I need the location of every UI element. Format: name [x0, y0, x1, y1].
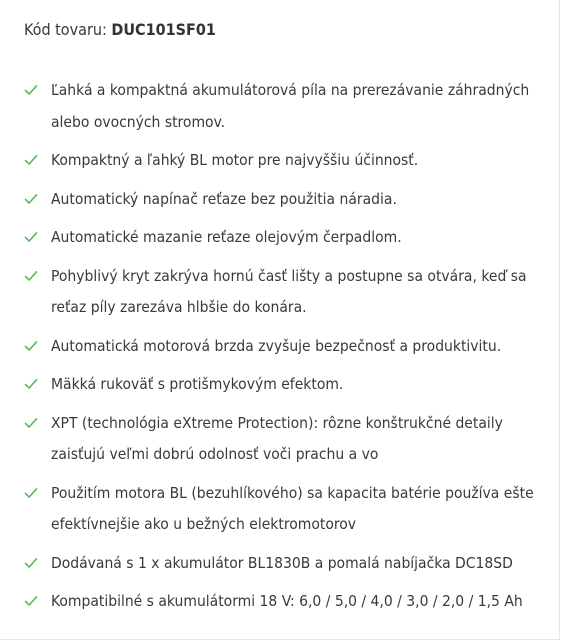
feature-text: Použitím motora BL (bezuhlíkového) sa kapacita batérie používa ešte efektívnejšie ako u bežných elektromotorov — [51, 483, 534, 533]
feature-item — [24, 145, 544, 177]
feature-text: Kompatibilné s akumulátormi 18 V: 6,0 / 5,0 / 4,0 / 3,0 / 2,0 / 1,5 Ah — [51, 592, 523, 610]
check-icon — [24, 230, 38, 244]
feature-text: Dodávaná s 1 x akumulátor BL1830B a pomalá nabíjačka DC18SD — [51, 553, 513, 572]
check-icon — [24, 486, 38, 500]
check-icon — [24, 192, 38, 206]
feature-text: Automatický napínač reťaze bez použitia náradia. — [51, 189, 397, 208]
check-icon — [24, 339, 38, 353]
feature-item — [24, 478, 544, 541]
check-icon — [24, 416, 38, 430]
feature-text: Mäkká rukoväť s protišmykovým efektom. — [51, 375, 344, 393]
product-code-value: DUC101SF01 — [111, 20, 216, 39]
feature-text: Pohyblivý kryt zakrýva hornú časť lišty a postupne sa otvára, keď sa reťaz píly zarezáva hlbšie do konára. — [51, 266, 527, 316]
feature-text: Ľahká a kompaktná akumulátorová píla na prerezávanie záhradných alebo ovocných stromov. — [51, 81, 530, 131]
check-icon — [24, 153, 38, 167]
feature-item — [24, 408, 544, 471]
feature-text: Automatická motorová brzda zvyšuje bezpečnosť a produktivitu. — [51, 336, 502, 355]
feature-item — [24, 331, 544, 363]
feature-text: Automatické mazanie reťaze olejovým čerpadlom. — [51, 228, 402, 246]
product-code — [24, 19, 216, 41]
feature-item — [24, 369, 544, 401]
feature-item — [24, 261, 544, 324]
feature-item — [24, 222, 544, 254]
feature-text: XPT (technológia eXtreme Protection): rôzne konštrukčné detaily zaisťujú veľmi dobrú odolnosť voči prachu a vo — [51, 413, 503, 463]
feature-item — [24, 75, 544, 138]
feature-item — [24, 184, 544, 216]
check-icon — [24, 556, 38, 570]
check-icon — [24, 83, 38, 97]
check-icon — [24, 269, 38, 283]
check-icon — [24, 594, 38, 608]
feature-item — [24, 548, 544, 580]
feature-item — [24, 586, 544, 618]
feature-list — [24, 75, 544, 625]
check-icon — [24, 377, 38, 391]
feature-text: Kompaktný a ľahký BL motor pre najvyššiu účinnosť. — [51, 151, 419, 169]
product-code-label: Kód tovaru: — [24, 20, 107, 39]
